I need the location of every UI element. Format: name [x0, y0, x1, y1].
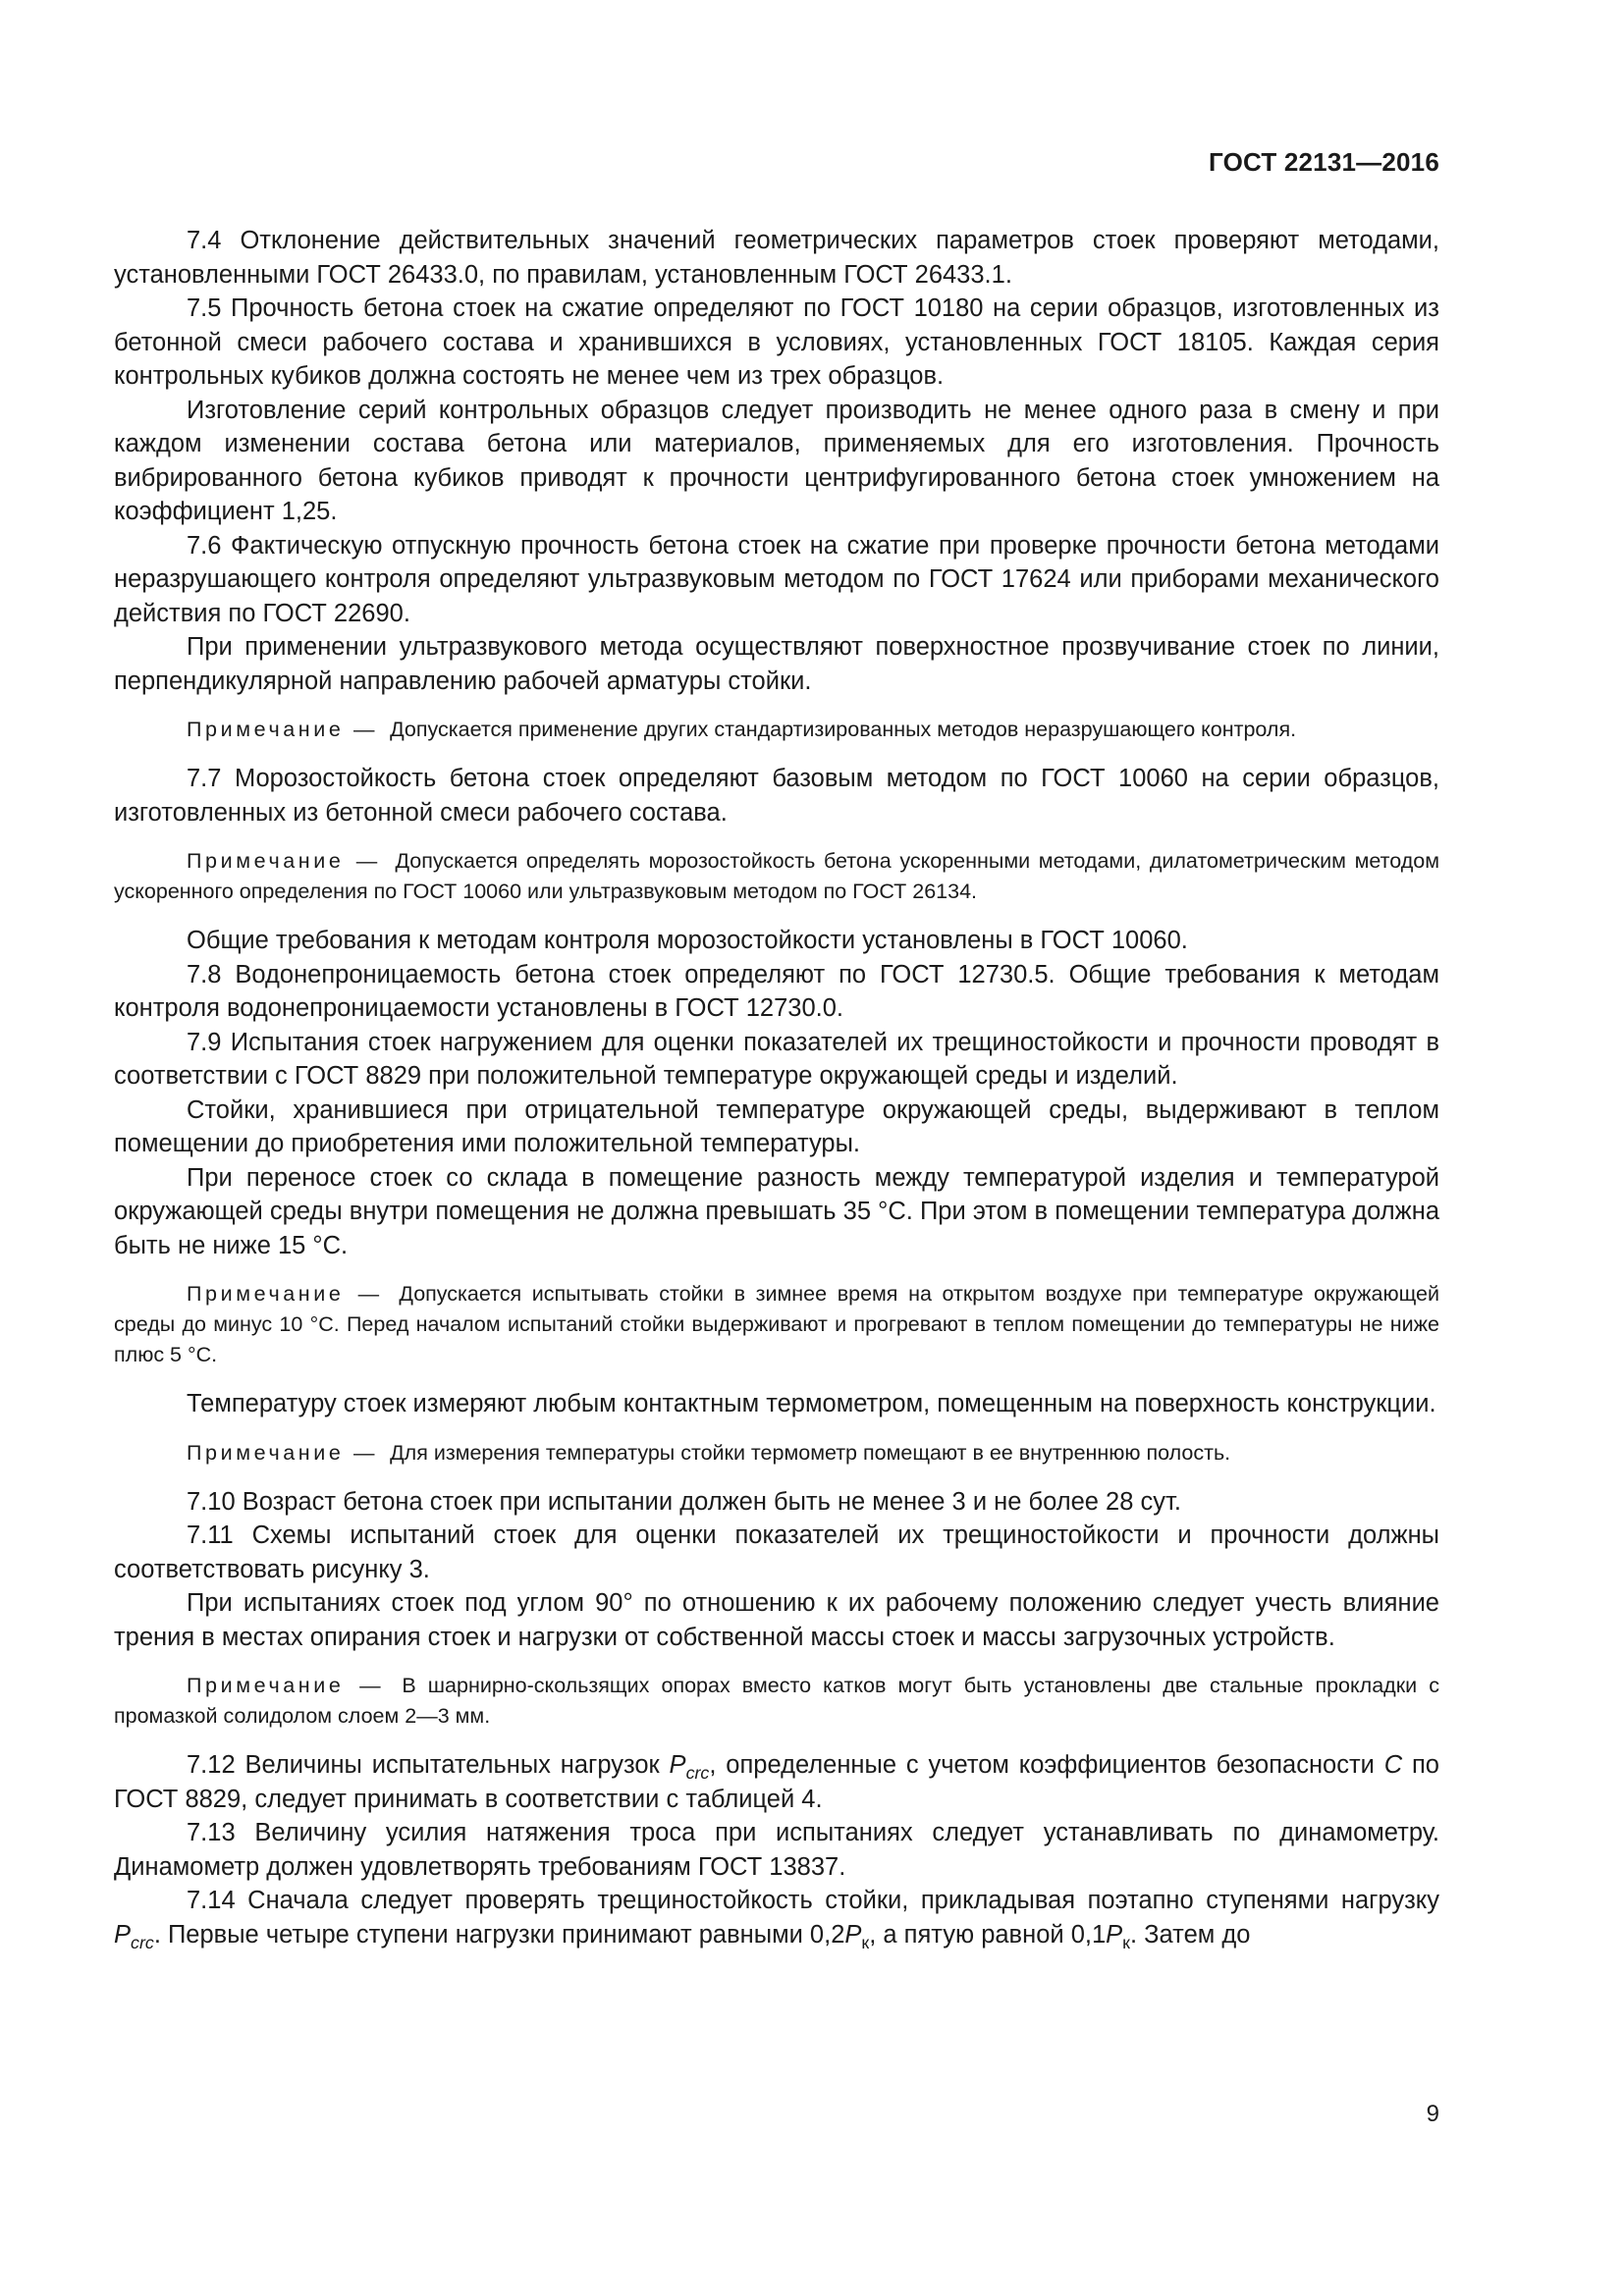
paragraph-7-11: 7.11 Схемы испытаний стоек для оценки показателей их трещиностойкости и прочности должны соответствовать рисунку 3. — [114, 1522, 1439, 1583]
note-4 — [114, 1438, 1439, 1468]
paragraph-7-11-continued: При испытаниях стоек под углом 90° по отношению к их рабочему положению следует учесть влияние трения в местах опирания стоек и нагрузки от собственной массы стоек и массы загрузочных устройств. — [114, 1589, 1439, 1651]
paragraph-7-7-continued: Общие требования к методам контроля морозостойкости установлены в ГОСТ 10060. — [187, 927, 1188, 954]
note-3-text: Допускается испытывать стойки в зимнее время на открытом воздухе при температуре окружающей среды до минус 10 °С. Перед началом испытаний стойки выдерживают и прогревают в теплом помещении до температуры не ниже плюс 5 °С. — [114, 1282, 1439, 1366]
paragraph-7-7: 7.7 Морозостойкость бетона стоек определяют базовым методом по ГОСТ 10060 на серии образцов, изготовленных из бетонной смеси рабочего состава. — [114, 765, 1439, 827]
paragraph-7-4: 7.4 Отклонение действительных значений геометрических параметров стоек проверяют методами, установленными ГОСТ 26433.0, по правилам, установленным ГОСТ 26433.1. — [114, 227, 1439, 289]
note-label: Примечание — — [187, 1440, 379, 1465]
paragraph-7-14 — [114, 1884, 1439, 1951]
note-1-text: Допускается применение других стандартизированных методов неразрушающего контроля. — [390, 718, 1297, 741]
p7-14-var-p-2: P — [844, 1920, 862, 1949]
note-5-text: В шарнирно-скользящих опорах вместо катков могут быть установлены две стальные прокладки с промазкой солидолом слоем 2—3 мм. — [114, 1674, 1439, 1728]
paragraph-7-9-thermometer: Температуру стоек измеряют любым контактным термометром, помещенным на поверхность конструкции. — [187, 1390, 1436, 1417]
paragraph-7-9: 7.9 Испытания стоек нагружением для оценки показателей их трещиностойкости и прочности проводят в соответствии с ГОСТ 8829 при положительной температуре окружающей среды и изделий. — [114, 1028, 1439, 1090]
page-number: 9 — [1426, 2101, 1439, 2127]
note-4-text: Для измерения температуры стойки термометр помещают в ее внутреннюю полость. — [390, 1440, 1231, 1465]
p7-14-var-p: P — [114, 1920, 132, 1949]
p7-12-part-a: 7.12 Величины испытательных нагрузок — [187, 1751, 670, 1779]
note-2 — [114, 846, 1439, 907]
p7-14-sub-k-2: к — [1122, 1932, 1130, 1952]
note-5 — [114, 1671, 1439, 1732]
p7-12-sub-crc: crc — [685, 1763, 710, 1784]
paragraph-7-13: 7.13 Величину усилия натяжения троса при испытаниях следует устанавливать по динамометру. Динамометр должен удовлетворять требованиям ГОСТ 13837. — [114, 1819, 1439, 1881]
paragraph-7-5-continued: Изготовление серий контрольных образцов следует производить не менее одного раза в смену и при каждом изменении состава бетона или материалов, применяемых для его изготовления. Прочность вибрированного бетона кубиков приводят к прочности центрифугированного бетона стоек умножением на коэффициент 1,25. — [114, 396, 1439, 525]
p7-12-var-p: P — [669, 1751, 686, 1779]
paragraph-7-10: 7.10 Возраст бетона стоек при испытании должен быть не менее 3 и не более 28 сут. — [187, 1487, 1181, 1516]
paragraph-7-6-continued: При применении ультразвукового метода осуществляют поверхностное прозвучивание стоек по линии, перпендикулярной направлению рабочей арматуры стойки. — [114, 633, 1439, 695]
p7-14-sub-crc: crc — [131, 1932, 154, 1952]
note-label: Примечание — — [187, 1282, 383, 1306]
note-label: Примечание — — [187, 718, 379, 741]
note-label: Примечание — — [187, 849, 381, 873]
note-3 — [114, 1279, 1439, 1370]
p7-12-part-c: по ГОСТ 8829, следует принимать в соответствии с таблицей 4. — [114, 1751, 1439, 1813]
document-header: ГОСТ 22131—2016 — [1209, 147, 1439, 177]
paragraph-7-12 — [114, 1748, 1439, 1816]
paragraph-7-8: 7.8 Водонепроницаемость бетона стоек определяют по ГОСТ 12730.5. Общие требования к методам контроля водонепроницаемости установлены в ГОСТ 12730.0. — [114, 960, 1439, 1022]
p7-14-part-a: 7.14 Сначала следует проверять трещиностойкость стойки, прикладывая поэтапно ступенями нагрузку — [187, 1887, 1439, 1914]
p7-14-part-c: , а пятую равной 0,1 — [869, 1920, 1107, 1949]
note-1 — [114, 715, 1439, 745]
paragraph-7-5: 7.5 Прочность бетона стоек на сжатие определяют по ГОСТ 10180 на серии образцов, изготовленных из бетонной смеси рабочего состава и хранившихся в условиях, установленных ГОСТ 18105. Каждая серия контрольных кубиков должна состоять не менее чем из трех образцов. — [114, 294, 1439, 390]
p7-14-var-p-3: P — [1106, 1920, 1123, 1949]
p7-14-sub-k: к — [861, 1932, 870, 1952]
p7-14-part-b: . Первые четыре ступени нагрузки принимают равными 0,2 — [153, 1920, 845, 1949]
p7-12-part-b: , определенные с учетом коэффициентов безопасности — [709, 1751, 1384, 1779]
p7-14-part-d: . Затем до — [1129, 1920, 1251, 1949]
page-content — [114, 224, 1439, 1951]
p7-12-var-c: C — [1383, 1751, 1403, 1779]
note-2-text: Допускается определять морозостойкость бетона ускоренными методами, дилатометрическим методом ускоренного определения по ГОСТ 10060 или ультразвуковым методом по ГОСТ 26134. — [114, 849, 1439, 903]
note-label: Примечание — — [187, 1674, 385, 1697]
paragraph-7-9-continued: Стойки, хранившиеся при отрицательной температуре окружающей среды, выдерживают в теплом помещении до приобретения ими положительной температуры. — [114, 1095, 1439, 1157]
paragraph-7-6: 7.6 Фактическую отпускную прочность бетона стоек на сжатие при проверке прочности бетона методами неразрушающего контроля определяют ультразвуковым методом по ГОСТ 17624 или приборами механического действия по ГОСТ 22690. — [114, 531, 1439, 627]
paragraph-7-9-temperature: При переносе стоек со склада в помещение разность между температурой изделия и температурой окружающей среды внутри помещения не должна превышать 35 °С. При этом в помещении температура должна быть не ниже 15 °С. — [114, 1163, 1439, 1259]
